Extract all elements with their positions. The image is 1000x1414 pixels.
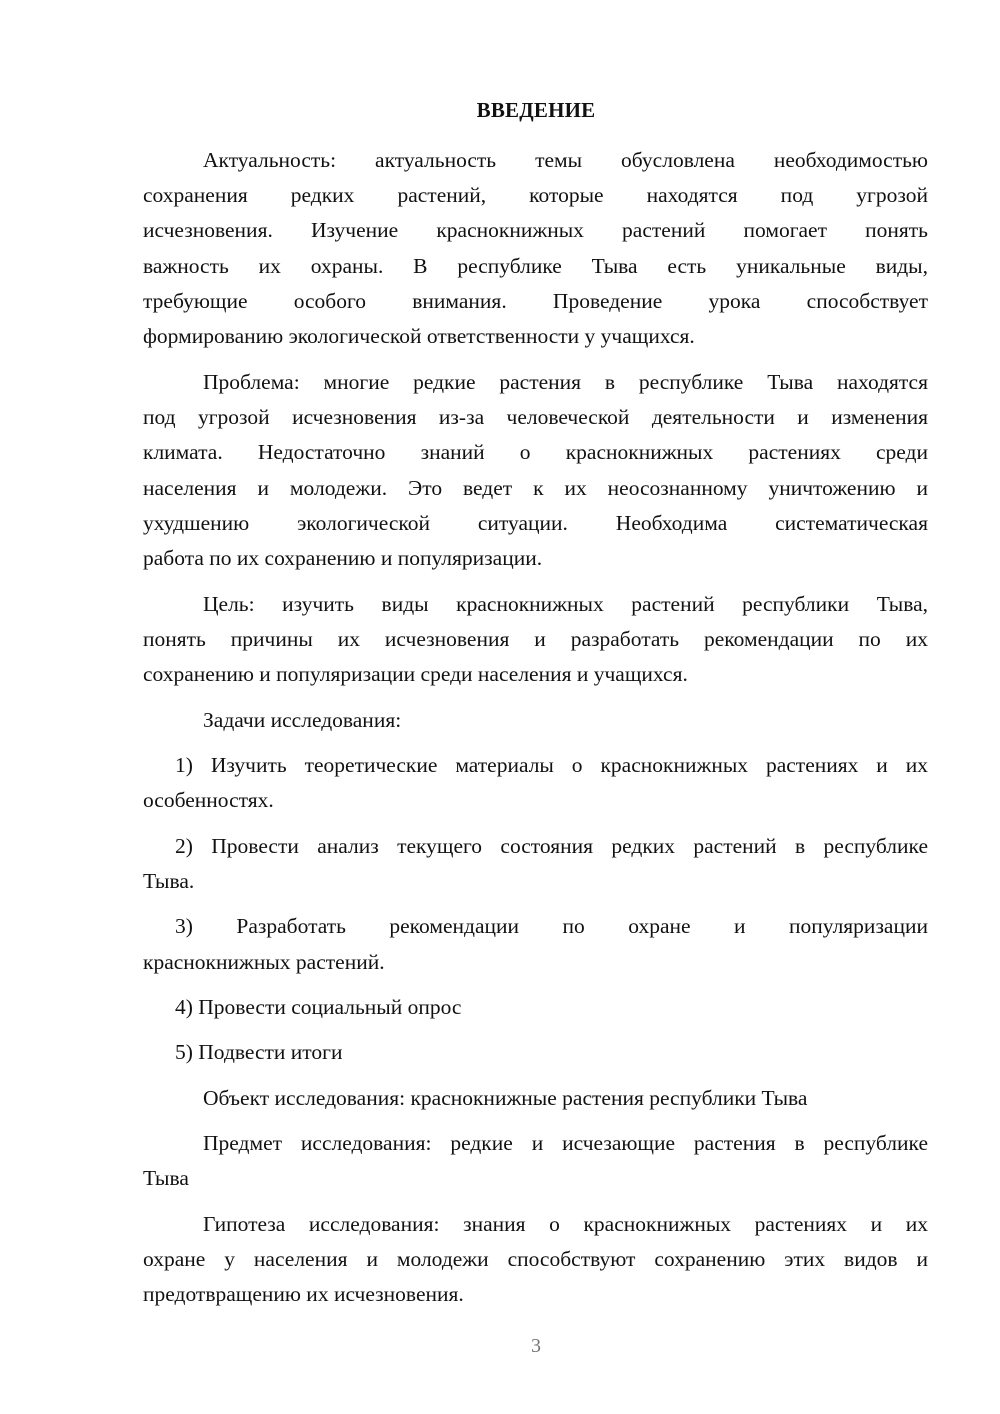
text-line: работа по их сохранению и популяризации. [143,546,543,570]
text-line: формированию экологической ответственности у учащихся. [143,324,695,348]
text-line: климата. Недостаточно знаний о краснокнижных растениях среди [143,440,928,464]
text-line: ухудшению экологической ситуации. Необходима систематическая [143,511,928,535]
text-line: Задачи исследования: [203,708,402,732]
text-line: важность их охраны. В республике Тыва есть уникальные виды, [143,254,928,278]
text-line: под угрозой исчезновения из-за человеческой деятельности и изменения [143,405,928,429]
text-line: населения и молодежи. Это ведет к их неосознанному уничтожению и [143,476,928,500]
text-line: Тыва. [143,869,195,893]
text-line: Объект исследования: краснокнижные растения республики Тыва [203,1086,808,1110]
text-line: понять причины их исчезновения и разработать рекомендации по их [143,627,928,651]
text-line: особенностях. [143,788,274,812]
text-line: 3) Разработать рекомендации по охране и популяризации [175,914,928,938]
section-title: ВВЕДЕНИЕ [476,98,596,122]
text-line: сохранению и популяризации среди населения и учащихся. [143,662,688,686]
text-line: исчезновения. Изучение краснокнижных растений помогает понять [143,218,928,242]
text-line: Цель: изучить виды краснокнижных растений республики Тыва, [203,592,928,616]
page-number: 3 [531,1335,541,1357]
text-line: 1) Изучить теоретические материалы о краснокнижных растениях и их [175,753,928,777]
text-line: Гипотеза исследования: знания о краснокнижных растениях и их [203,1212,928,1236]
text-line: охране у населения и молодежи способствуют сохранению этих видов и [143,1247,928,1271]
text-line: требующие особого внимания. Проведение урока способствует [143,289,928,313]
text-line: 4) Провести социальный опрос [175,995,462,1019]
text-line: сохранения редких растений, которые находятся под угрозой [143,183,928,207]
text-line: 2) Провести анализ текущего состояния редких растений в республике [175,834,928,858]
text-line: Предмет исследования: редкие и исчезающие растения в республике [203,1131,928,1155]
text-line: 5) Подвести итоги [175,1040,343,1064]
text-line: предотвращению их исчезновения. [143,1282,464,1306]
text-line: Проблема: многие редкие растения в республике Тыва находятся [203,370,928,394]
text-line: краснокнижных растений. [143,950,385,974]
text-line: Тыва [143,1166,189,1190]
text-line: Актуальность: актуальность темы обусловлена необходимостью [203,148,928,172]
